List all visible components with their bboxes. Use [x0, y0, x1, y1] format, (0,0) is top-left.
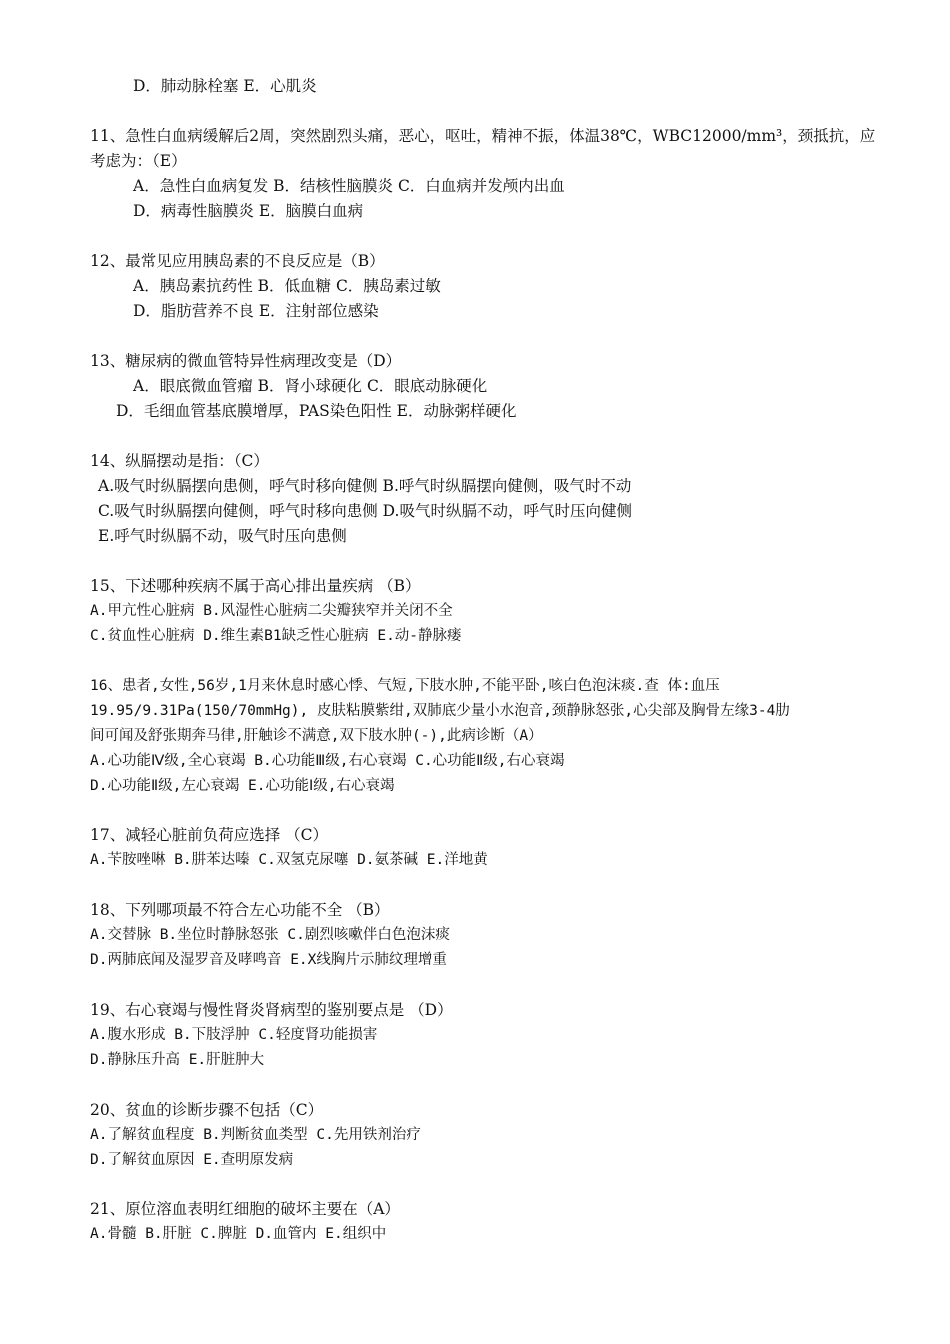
- q17-options: A.苄胺唑啉 B.肼苯达嗪 C.双氢克尿噻 D.氨茶碱 E.洋地黄: [90, 852, 488, 868]
- q11-stem-line1: 11、急性白血病缓解后2周，突然剧烈头痛，恶心，呕吐，精神不振，体温38℃，WBC12000/mm³，颈抵抗，应: [90, 127, 876, 145]
- q16-stem-line1: 16、患者,女性,56岁,1月来休息时感心悸、气短,下肢水肿,不能平卧,咳白色泡沫痰.查 体:血压: [90, 678, 720, 694]
- q20-options-abc: A.了解贫血程度 B.判断贫血类型 C.先用铁剂治疗: [90, 1127, 421, 1143]
- q19-stem: 19、右心衰竭与慢性肾炎肾病型的鉴别要点是 （D）: [90, 1001, 453, 1019]
- q17-stem: 17、减轻心脏前负荷应选择 （C）: [90, 826, 329, 844]
- q20-options-de: D.了解贫血原因 E.查明原发病: [90, 1152, 294, 1168]
- q16-options-de: D.心功能Ⅱ级,左心衰竭 E.心功能Ⅰ级,右心衰竭: [90, 778, 395, 794]
- q12-options-de: D．脂肪营养不良 E．注射部位感染: [133, 302, 379, 320]
- q13-options-de: D．毛细血管基底膜增厚，PAS染色阳性 E．动脉粥样硬化: [116, 402, 517, 420]
- q15-stem: 15、下述哪种疾病不属于高心排出量疾病 （B）: [90, 577, 421, 595]
- q16-stem-line3: 间可闻及舒张期奔马律,肝触诊不满意,双下肢水肿(-),此病诊断（A）: [90, 728, 543, 744]
- q10-options-de: D．肺动脉栓塞 E．心肌炎: [133, 77, 317, 95]
- q19-options-abc: A.腹水形成 B.下肢浮肿 C.轻度肾功能损害: [90, 1027, 378, 1043]
- q14-option-e: E.呼气时纵膈不动，吸气时压向患侧: [98, 527, 347, 545]
- q13-stem: 13、糖尿病的微血管特异性病理改变是（D）: [90, 352, 402, 370]
- q20-stem: 20、贫血的诊断步骤不包括（C）: [90, 1101, 324, 1119]
- q12-stem: 12、最常见应用胰岛素的不良反应是（B）: [90, 252, 385, 270]
- q11-stem-line2: 考虑为：（E）: [90, 152, 187, 170]
- q12-options-abc: A．胰岛素抗药性 B．低血糖 C．胰岛素过敏: [133, 277, 441, 295]
- q19-options-de: D.静脉压升高 E.肝脏肿大: [90, 1052, 265, 1068]
- q14-options-cd: C.吸气时纵膈摆向健侧，呼气时移向患侧 D.吸气时纵膈不动，呼气时压向健侧: [98, 502, 632, 520]
- q15-options-cde: C.贫血性心脏病 D.维生素B1缺乏性心脏病 E.动-静脉瘘: [90, 628, 462, 644]
- q14-options-ab: A.吸气时纵膈摆向患侧，呼气时移向健侧 B.呼气时纵膈摆向健侧，吸气时不动: [98, 477, 632, 495]
- q11-options-abc: A．急性白血病复发 B．结核性脑膜炎 C．白血病并发颅内出血: [133, 177, 565, 195]
- q15-options-ab: A.甲亢性心脏病 B.风湿性心脏病二尖瓣狭窄并关闭不全: [90, 603, 453, 619]
- q18-options-de: D.两肺底闻及湿罗音及哮鸣音 E.X线胸片示肺纹理增重: [90, 952, 447, 968]
- q18-stem: 18、下列哪项最不符合左心功能不全 （B）: [90, 901, 390, 919]
- q21-stem: 21、原位溶血表明红细胞的破坏主要在（A）: [90, 1200, 400, 1218]
- q18-options-abc: A.交替脉 B.坐位时静脉怒张 C.剧烈咳嗽伴白色泡沫痰: [90, 927, 450, 943]
- q16-stem-line2: 19.95/9.31Pa(150/70mmHg), 皮肤粘膜紫绀,双肺底少量小水泡音,颈静脉怒张,心尖部及胸骨左缘3-4肋: [90, 703, 790, 719]
- q14-stem: 14、纵膈摆动是指：（C）: [90, 452, 269, 470]
- q21-options: A.骨髓 B.肝脏 C.脾脏 D.血管内 E.组织中: [90, 1226, 387, 1242]
- q16-options-abc: A.心功能Ⅳ级,全心衰竭 B.心功能Ⅲ级,右心衰竭 C.心功能Ⅱ级,右心衰竭: [90, 753, 565, 769]
- q11-options-de: D．病毒性脑膜炎 E．脑膜白血病: [133, 202, 364, 220]
- q13-options-abc: A．眼底微血管瘤 B．肾小球硬化 C．眼底动脉硬化: [133, 377, 488, 395]
